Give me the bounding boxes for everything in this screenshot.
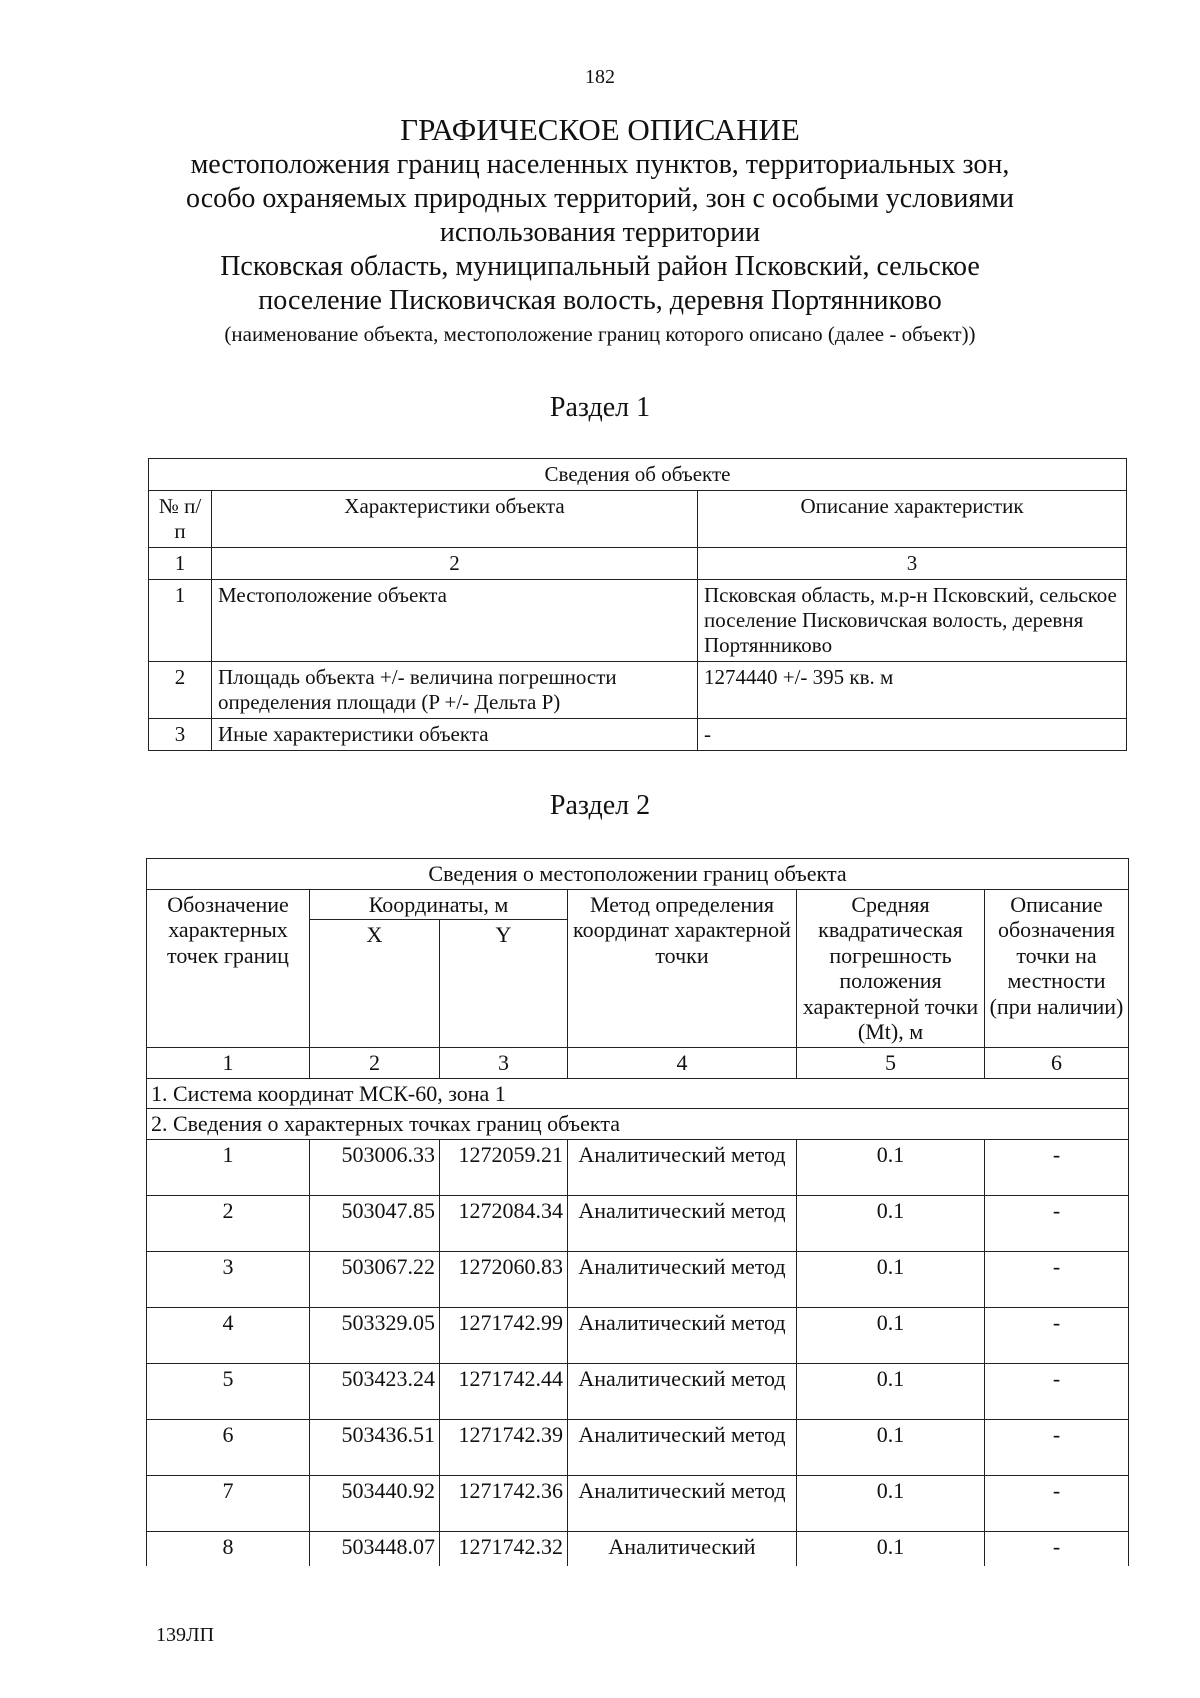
point-error: 0.1 (797, 1475, 985, 1531)
point-error: 0.1 (797, 1419, 985, 1475)
table-row (149, 662, 1127, 719)
title-line-2: особо охраняемых природных территорий, зон с особыми условиями (186, 183, 1014, 214)
point-description: - (985, 1251, 1129, 1307)
row-characteristic: Иные характеристики объекта (212, 719, 698, 751)
point-x: 503047.85 (310, 1195, 440, 1251)
section-2-heading: Раздел 2 (549, 790, 651, 821)
table-row (147, 1139, 1129, 1195)
point-number: 8 (147, 1531, 310, 1566)
point-y: 1271742.36 (440, 1475, 568, 1531)
header-description: Описание характеристик (698, 491, 1127, 548)
object-info-table-title: Сведения об объекте (149, 459, 1127, 491)
row-description: - (698, 719, 1127, 751)
header-method: Метод определения координат характерной точки (568, 889, 797, 1048)
table-row (147, 1307, 1129, 1363)
point-description: - (985, 1195, 1129, 1251)
object-info-table (148, 458, 1127, 751)
point-x: 503423.24 (310, 1363, 440, 1419)
point-description: - (985, 1307, 1129, 1363)
point-error: 0.1 (797, 1139, 985, 1195)
point-method: Аналитический метод (568, 1363, 797, 1419)
table-row (147, 1363, 1129, 1419)
point-y: 1271742.39 (440, 1419, 568, 1475)
point-y: 1271742.32 (440, 1531, 568, 1566)
object-name-line-1: Псковская область, муниципальный район Псковский, сельское (220, 251, 980, 282)
table-row (147, 1531, 1129, 1566)
title-line-1: местоположения границ населенных пунктов, территориальных зон, (190, 149, 1010, 180)
point-error: 0.1 (797, 1307, 985, 1363)
point-x: 503006.33 (310, 1139, 440, 1195)
point-method: Аналитический метод (568, 1307, 797, 1363)
point-number: 4 (147, 1307, 310, 1363)
row-characteristic: Площадь объекта +/- величина погрешности определения площади (P +/- Дельта P) (212, 662, 698, 719)
table-row (149, 580, 1127, 662)
document-title-block (100, 112, 1100, 348)
col-number: 1 (147, 1048, 310, 1079)
point-number: 1 (147, 1139, 310, 1195)
point-method: Аналитический метод (568, 1475, 797, 1531)
col-number: 1 (149, 548, 212, 580)
header-characteristics: Характеристики объекта (212, 491, 698, 548)
point-description: - (985, 1419, 1129, 1475)
point-description: - (985, 1139, 1129, 1195)
point-error: 0.1 (797, 1251, 985, 1307)
row-description: Псковская область, м.р-н Псковский, сельское поселение Писковичская волость, деревня Портянниково (698, 580, 1127, 662)
table-row (147, 1195, 1129, 1251)
point-error: 0.1 (797, 1363, 985, 1419)
document-title: ГРАФИЧЕСКОЕ ОПИСАНИЕ (400, 112, 800, 147)
point-x: 503329.05 (310, 1307, 440, 1363)
table-row (147, 1251, 1129, 1307)
col-number: 4 (568, 1048, 797, 1079)
point-y: 1271742.44 (440, 1363, 568, 1419)
col-number: 3 (440, 1048, 568, 1079)
footer-code: 139ЛП (156, 1624, 215, 1646)
title-line-3: использования территории (439, 217, 761, 248)
point-method: Аналитический метод (568, 1251, 797, 1307)
point-y: 1272084.34 (440, 1195, 568, 1251)
point-x: 503067.22 (310, 1251, 440, 1307)
header-error: Средняя квадратическая погрешность положения характерной точки (Mt), м (797, 889, 985, 1048)
point-method: Аналитический метод (568, 1419, 797, 1475)
row-num: 1 (149, 580, 212, 662)
table-row (147, 1419, 1129, 1475)
col-number: 5 (797, 1048, 985, 1079)
row-num: 3 (149, 719, 212, 751)
page-number: 182 (585, 66, 615, 88)
col-number: 3 (698, 548, 1127, 580)
row-num: 2 (149, 662, 212, 719)
point-number: 3 (147, 1251, 310, 1307)
header-coordinates: Координаты, м (310, 889, 568, 920)
point-method: Аналитический метод (568, 1139, 797, 1195)
point-description: - (985, 1475, 1129, 1531)
point-number: 7 (147, 1475, 310, 1531)
point-method: Аналитический метод (568, 1195, 797, 1251)
point-description: - (985, 1363, 1129, 1419)
point-x: 503448.07 (310, 1531, 440, 1566)
object-name-line-2: поселение Писковичская волость, деревня Портянниково (258, 285, 942, 316)
header-y: Y (440, 920, 568, 1048)
col-number: 2 (212, 548, 698, 580)
header-point-description: Описание обозначения точки на местности (при наличии) (985, 889, 1129, 1048)
coordinate-system: 1. Система координат МСК-60, зона 1 (147, 1078, 1129, 1109)
table-row (149, 719, 1127, 751)
table-row (147, 1475, 1129, 1531)
title-note: (наименование объекта, местоположение границ которого описано (далее - объект)) (224, 322, 976, 346)
header-designation: Обозначение характерных точек границ (147, 889, 310, 1048)
point-description: - (985, 1531, 1129, 1566)
col-number: 6 (985, 1048, 1129, 1079)
point-number: 2 (147, 1195, 310, 1251)
point-number: 6 (147, 1419, 310, 1475)
point-number: 5 (147, 1363, 310, 1419)
point-y: 1271742.99 (440, 1307, 568, 1363)
point-method: Аналитический (568, 1531, 797, 1566)
row-characteristic: Местоположение объекта (212, 580, 698, 662)
row-description: 1274440 +/- 395 кв. м (698, 662, 1127, 719)
point-y: 1272060.83 (440, 1251, 568, 1307)
header-x: X (310, 920, 440, 1048)
points-section-title: 2. Сведения о характерных точках границ объекта (147, 1109, 1129, 1140)
point-x: 503436.51 (310, 1419, 440, 1475)
point-error: 0.1 (797, 1531, 985, 1566)
header-num: № п/п (149, 491, 212, 548)
point-x: 503440.92 (310, 1475, 440, 1531)
boundary-table-title: Сведения о местоположении границ объекта (147, 859, 1129, 890)
boundary-points-table (146, 858, 1129, 1566)
point-error: 0.1 (797, 1195, 985, 1251)
point-y: 1272059.21 (440, 1139, 568, 1195)
col-number: 2 (310, 1048, 440, 1079)
section-1-heading: Раздел 1 (549, 392, 651, 423)
